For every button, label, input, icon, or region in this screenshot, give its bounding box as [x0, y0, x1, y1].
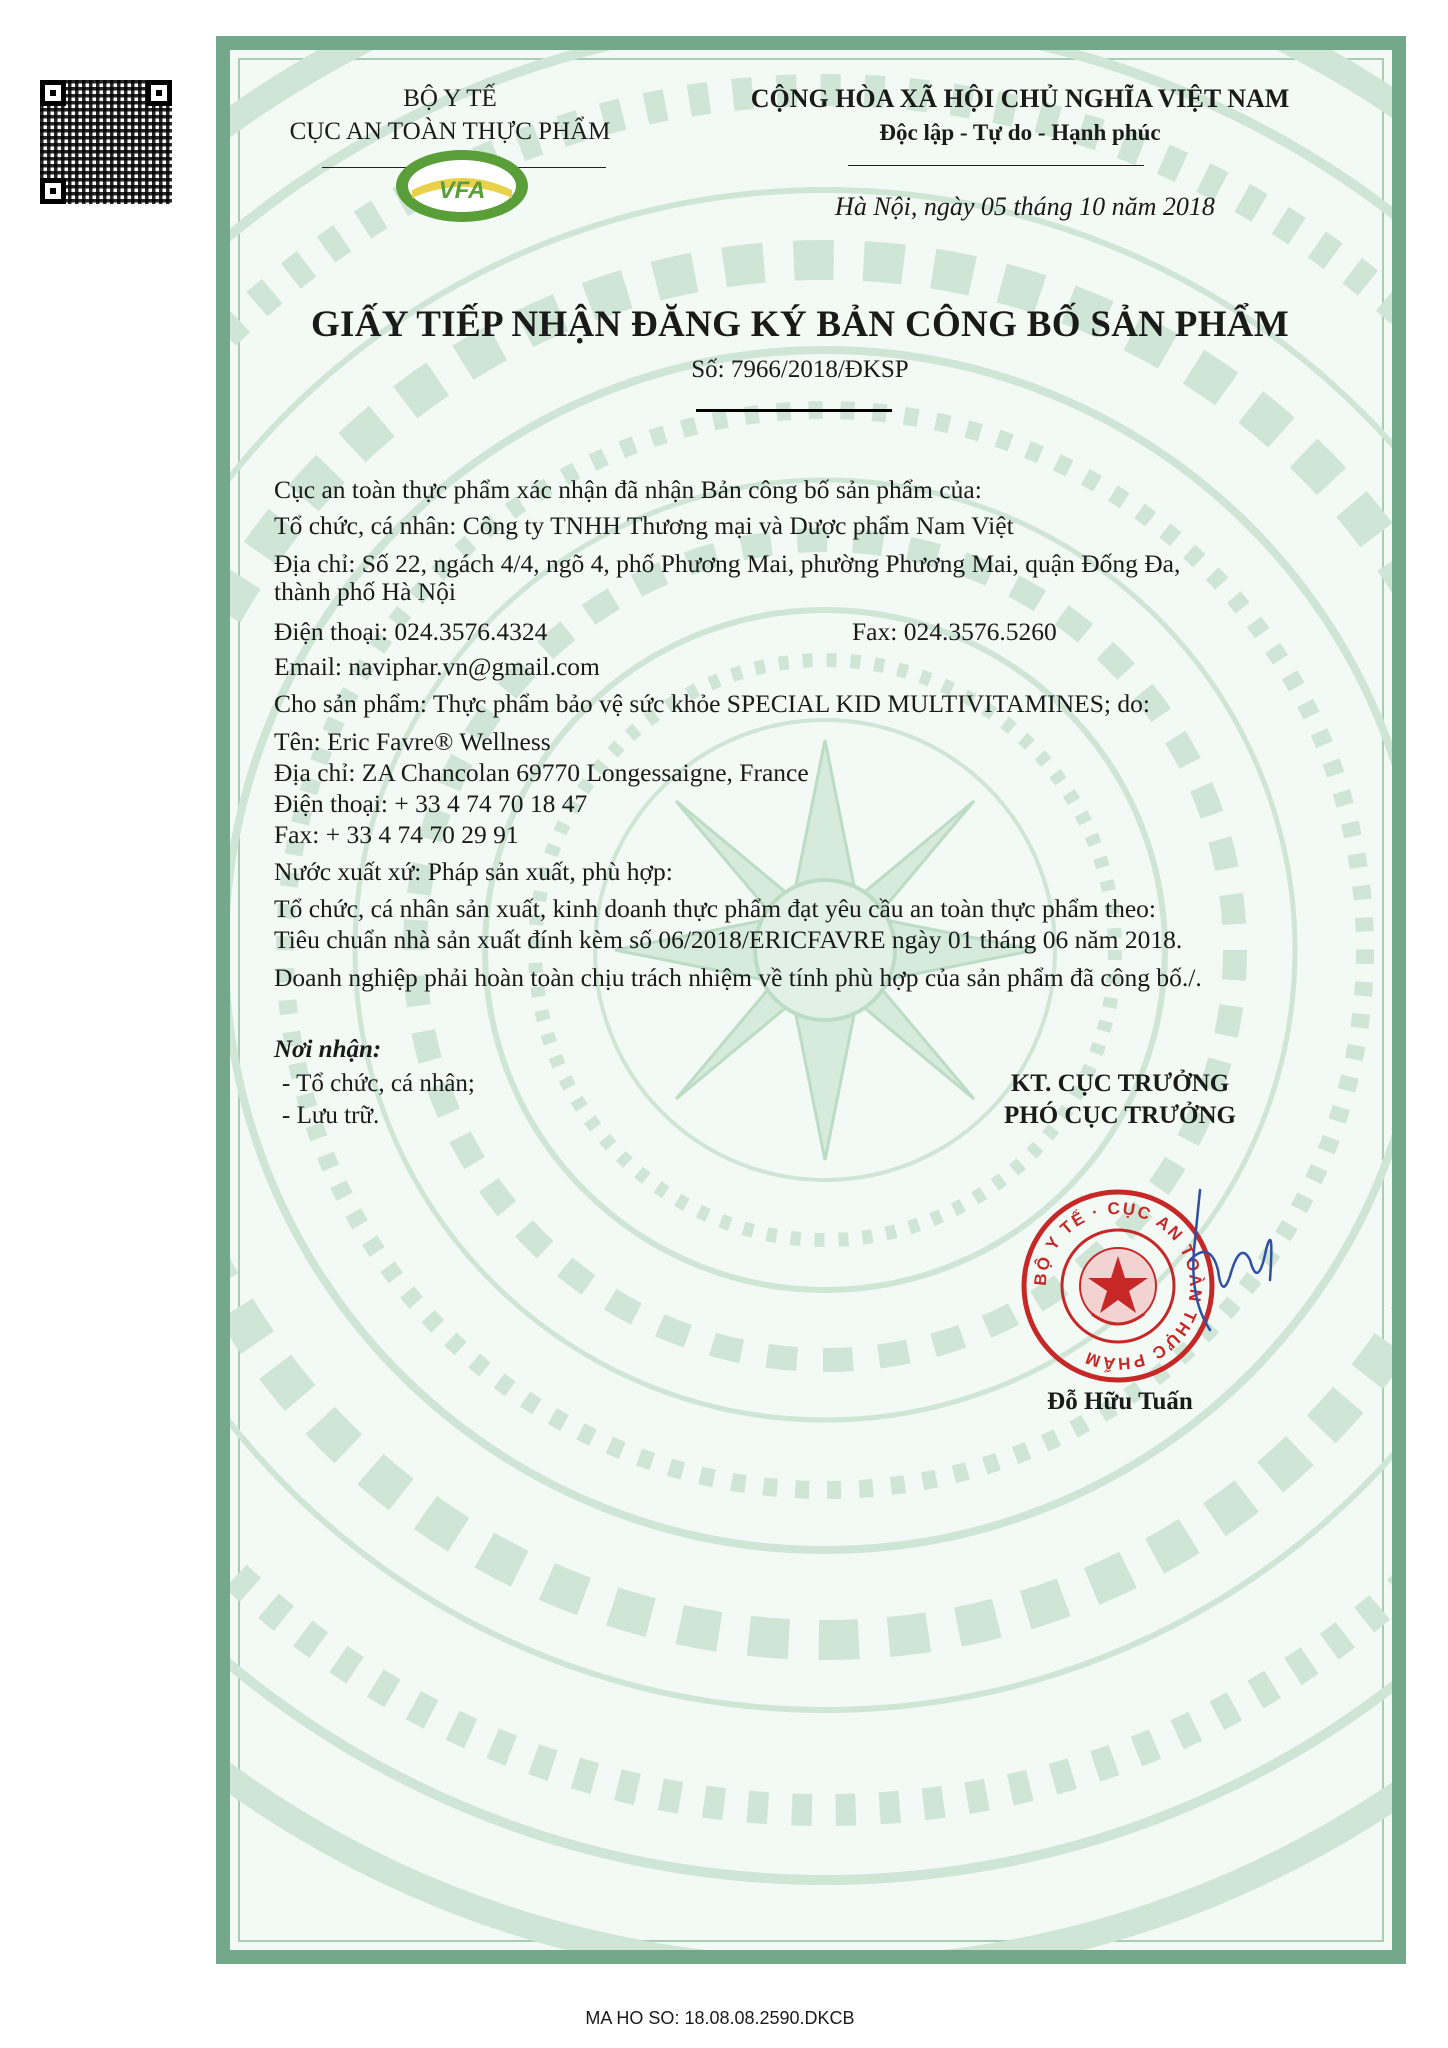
- motto-underline: [848, 165, 1144, 166]
- phone-line: Điện thoại: 024.3576.4324: [274, 617, 548, 646]
- handwritten-signature: [1170, 1180, 1290, 1340]
- address-line-cont: thành phố Hà Nội: [274, 577, 457, 606]
- signer-name: Đỗ Hữu Tuấn: [1047, 1388, 1193, 1415]
- signature-title: KT. CỤC TRƯỞNG: [1010, 1070, 1230, 1097]
- address-line: Địa chỉ: Số 22, ngách 4/4, ngõ 4, phố Phương Mai, phường Phương Mai, quận Đống Đa,: [274, 549, 1181, 578]
- issuer-block: [250, 82, 650, 148]
- svg-text:BỘ Y TẾ · CỤC AN TOÀN THỰC PHẨ: BỘ Y TẾ · CỤC AN TOÀN THỰC PHẨM: [1030, 1198, 1206, 1374]
- document-title: GIẤY TIẾP NHẬN ĐĂNG KÝ BẢN CÔNG BỐ SẢN PHẨM: [310, 304, 1290, 345]
- recipient-item: - Lưu trữ.: [282, 1102, 380, 1129]
- maker-phone: Điện thoại: + 33 4 74 70 18 47: [274, 789, 588, 818]
- ministry-name: BỘ Y TẾ: [403, 85, 497, 112]
- national-heading: [680, 82, 1360, 150]
- issue-date: Hà Nội, ngày 05 tháng 10 năm 2018: [835, 192, 1215, 221]
- standard-line: Tổ chức, cá nhân sản xuất, kinh doanh thực phẩm đạt yêu cầu an toàn thực phẩm theo:: [274, 894, 1156, 923]
- dossier-code: MA HO SO: 18.08.08.2590.DKCB: [585, 2008, 855, 2028]
- origin-line: Nước xuất xứ: Pháp sản xuất, phù hợp:: [274, 857, 673, 886]
- maker-address: Địa chỉ: ZA Chancolan 69770 Longessaigne, France: [274, 758, 809, 787]
- agency-name: CỤC AN TOÀN THỰC PHẨM: [289, 118, 611, 145]
- email-line: Email: naviphar.vn@gmail.com: [274, 652, 600, 681]
- standard-reference: Tiêu chuẩn nhà sản xuất đính kèm số 06/2018/ERICFAVRE ngày 01 tháng 06 năm 2018.: [274, 925, 1183, 954]
- national-motto: Độc lập - Tự do - Hạnh phúc: [879, 120, 1161, 145]
- country-name: CỘNG HÒA XÃ HỘI CHỦ NGHĨA VIỆT NAM: [750, 84, 1290, 113]
- title-divider: [696, 409, 892, 412]
- product-line: Cho sản phẩm: Thực phẩm bảo vệ sức khỏe SPECIAL KID MULTIVITAMINES; do:: [274, 689, 1150, 718]
- vfa-logo: [392, 146, 532, 226]
- recipient-item: - Tổ chức, cá nhân;: [282, 1070, 475, 1097]
- maker-name: Tên: Eric Favre® Wellness: [274, 727, 551, 756]
- organization-line: Tổ chức, cá nhân: Công ty TNHH Thương mại và Dược phẩm Nam Việt: [274, 511, 1014, 540]
- recipients-title: Nơi nhận:: [274, 1036, 382, 1063]
- document-number: Số: 7966/2018/ĐKSP: [691, 356, 909, 383]
- signature-position: PHÓ CỤC TRƯỞNG: [1004, 1102, 1236, 1129]
- responsibility-line: Doanh nghiệp phải hoàn toàn chịu trách nhiệm về tính phù hợp của sản phẩm đã công bố./.: [274, 963, 1202, 992]
- intro-text: Cục an toàn thực phẩm xác nhận đã nhận Bản công bố sản phẩm của:: [274, 475, 982, 504]
- svg-text:VFA: VFA: [438, 177, 486, 204]
- fax-line: Fax: 024.3576.5260: [852, 617, 1057, 646]
- maker-fax: Fax: + 33 4 74 70 29 91: [274, 820, 519, 849]
